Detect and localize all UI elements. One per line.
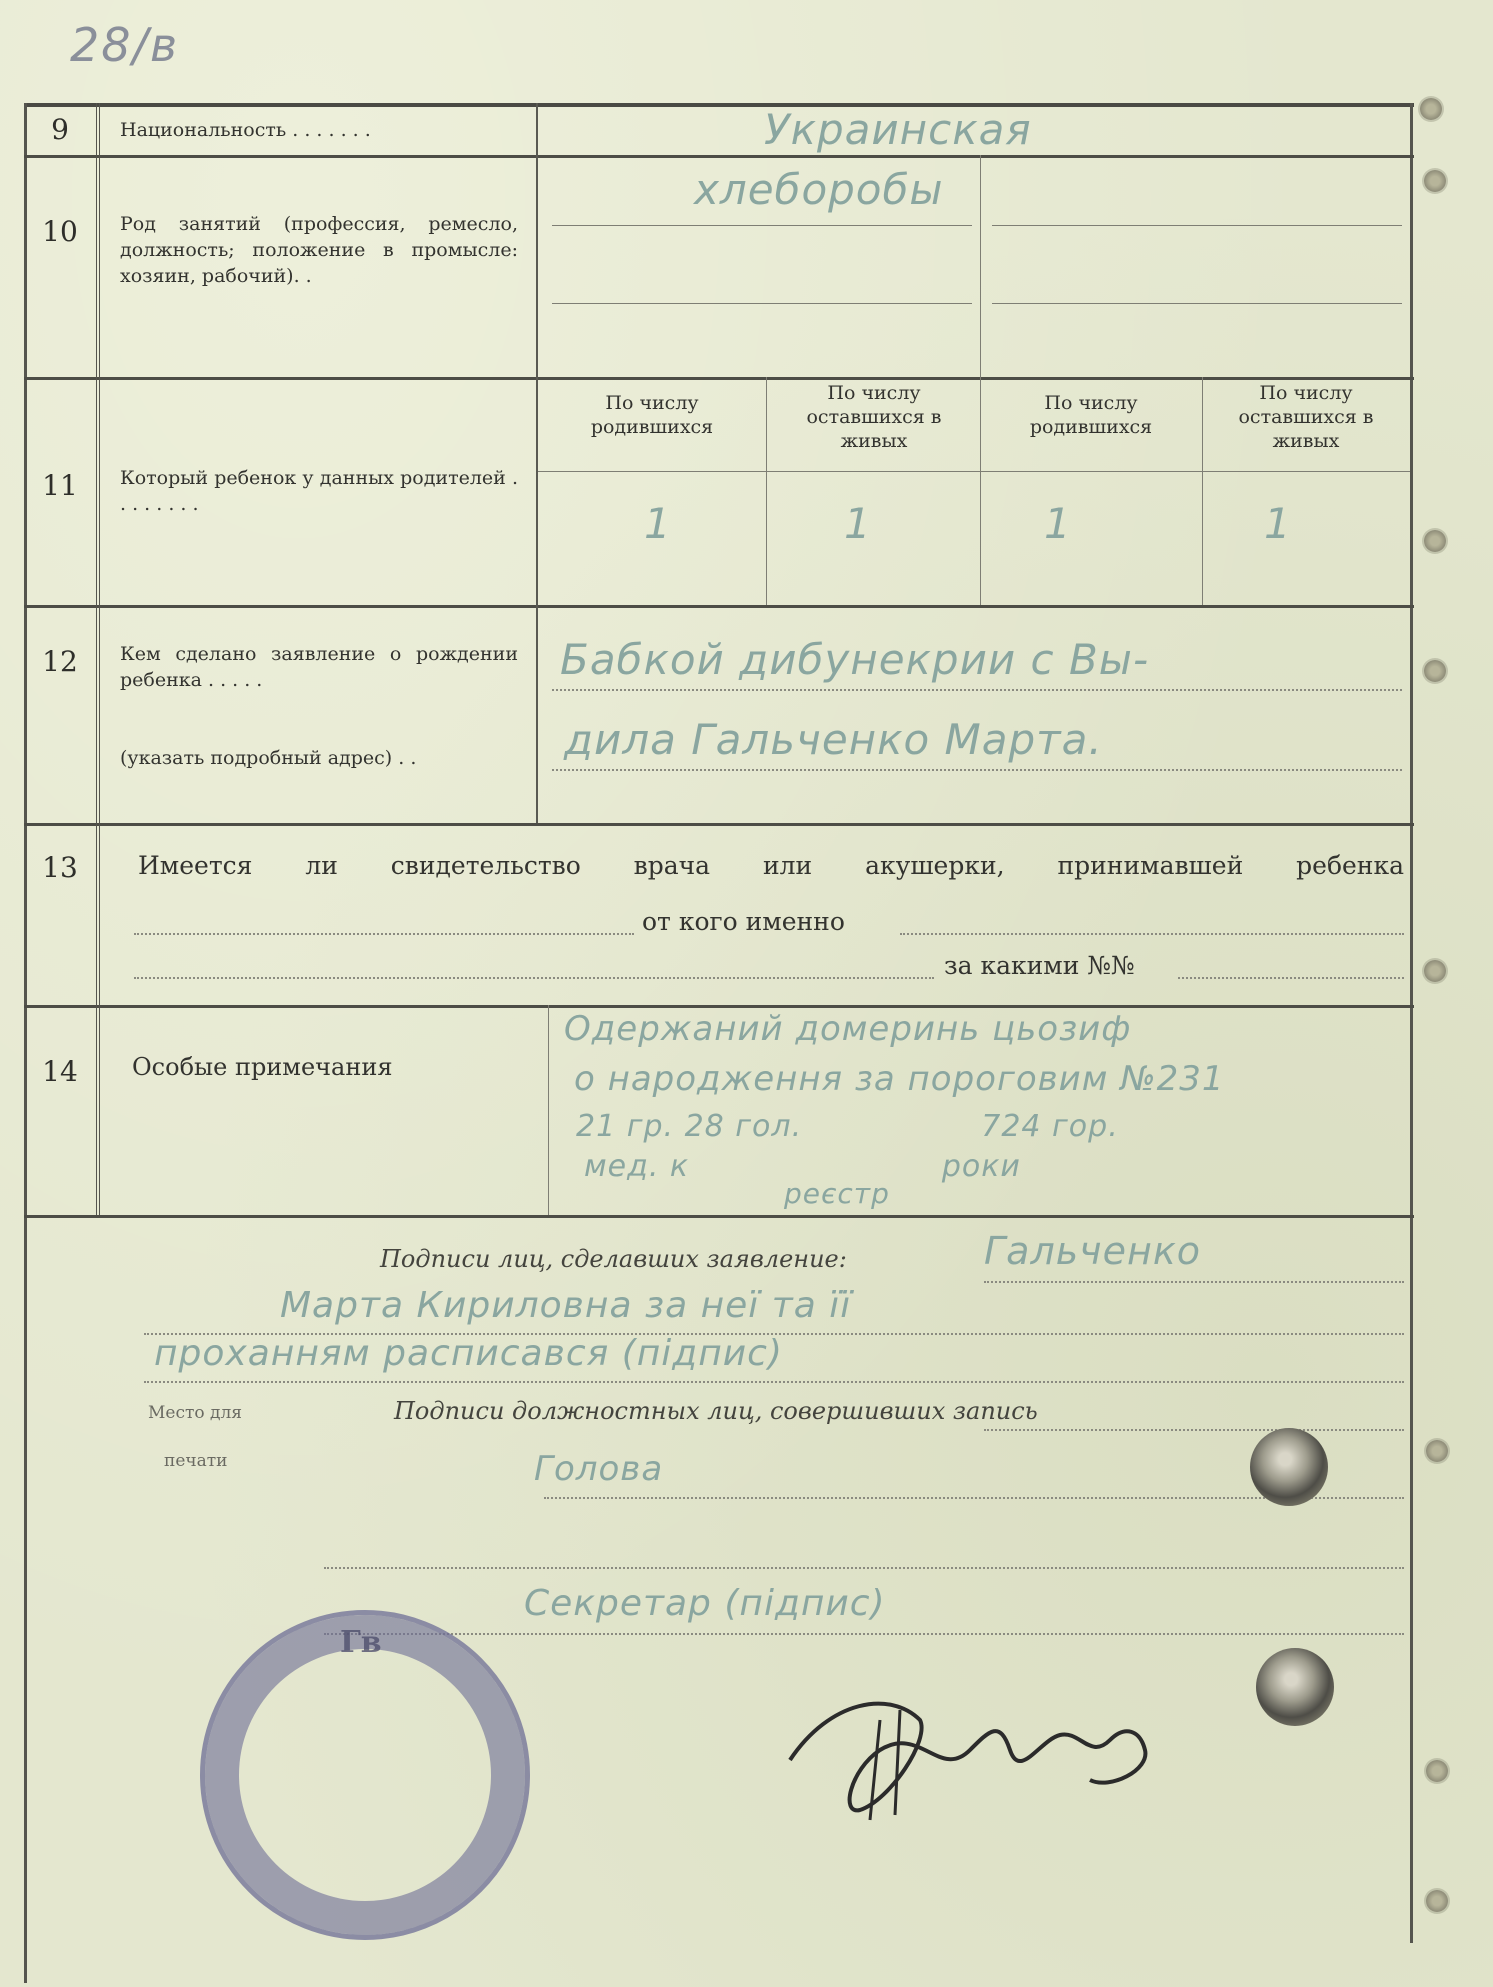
remarks-line-4: мед. к роки [584, 1149, 1021, 1184]
wax-seal [1256, 1648, 1334, 1726]
entry-line [552, 689, 1402, 691]
binding-hole [1426, 1440, 1448, 1462]
row-12-declarant [24, 605, 1414, 826]
row-13-certificate [24, 823, 1414, 1008]
binding-hole [1424, 170, 1446, 192]
value-born-2: 1 [1044, 499, 1072, 548]
row-number-cell [24, 823, 100, 1005]
certificate-question: Имеется ли свидетельство врача или акушерки, принимавшей ребенка [138, 851, 1404, 880]
officials-signature-label: Подписи должностных лиц, совершивших запись [394, 1397, 1038, 1425]
occupation-value: хлеборобы [694, 165, 944, 214]
col-header-born-2: По числу родившихся [1029, 392, 1153, 438]
row-label-cell [100, 103, 538, 155]
binding-hole [1424, 530, 1446, 552]
binding-hole [1426, 1890, 1448, 1912]
entry-line [552, 303, 972, 304]
official-signature-2: Секретар (підпис) [524, 1583, 886, 1624]
remarks-line-5: реєстр [784, 1177, 890, 1210]
child-order-label: Который ребенок у данных родителей . . . . . . . . [120, 467, 518, 515]
declarant-signature-3: проханням расписався (підпис) [154, 1333, 783, 1374]
from-whom-label: от кого именно [642, 907, 845, 936]
declarant-label: Кем сделано заявление о рождении ребенка . . . . . [120, 643, 518, 691]
column-divider [548, 1005, 549, 1215]
row-number-cell [24, 377, 100, 605]
row-number: 12 [42, 645, 78, 678]
header-rule [538, 471, 1410, 472]
value-alive-1: 1 [844, 499, 872, 548]
nationality-value: Украинская [764, 105, 1032, 154]
signature-line [324, 1633, 1404, 1635]
stamp-text: Гв [340, 1625, 382, 1660]
row-number-cell [24, 103, 100, 155]
entry-line [992, 303, 1402, 304]
wax-seal [1250, 1428, 1328, 1506]
signature-line [984, 1281, 1404, 1283]
row-number: 11 [42, 469, 78, 502]
row-11-child-order [24, 377, 1414, 608]
row-10-occupation [24, 155, 1414, 380]
remarks-line-2: о народження за пороговим №231 [574, 1059, 1225, 1099]
entry-line [900, 933, 1404, 935]
by-numbers-label: за какими №№ [944, 951, 1135, 980]
row-label-cell [100, 377, 538, 605]
col-header-alive-2: По числу оставшихся в живых [1238, 382, 1374, 452]
binding-hole [1420, 98, 1442, 120]
address-label: (указать подробный адрес) . . [120, 747, 417, 769]
entry-line [552, 225, 972, 226]
remarks-label: Особые примечания [132, 1053, 393, 1081]
column-divider [980, 377, 981, 605]
row-14-remarks [24, 1005, 1414, 1218]
remarks-line-3: 21 гр. 28 гол. 724 гор. [576, 1109, 1119, 1144]
column-divider [980, 155, 981, 377]
entry-line [552, 769, 1402, 771]
column-divider [766, 377, 767, 605]
col-header-born-1: По числу родившихся [590, 392, 714, 438]
row-number: 14 [42, 1055, 78, 1088]
binding-hole [1426, 1760, 1448, 1782]
signature-line [324, 1567, 1404, 1569]
col-header-alive-1: По числу оставшихся в живых [806, 382, 942, 452]
seal-place-label-1: Место для [148, 1403, 243, 1423]
entry-line [134, 977, 934, 979]
column-divider [1202, 377, 1203, 605]
row-number: 13 [42, 851, 78, 884]
row-label-cell [100, 605, 538, 823]
binding-hole [1424, 660, 1446, 682]
signature-line [984, 1429, 1404, 1431]
row-label-cell [100, 155, 538, 377]
value-born-1: 1 [644, 499, 672, 548]
signature-line [144, 1381, 1404, 1383]
row-number-cell [24, 605, 100, 823]
seal-place-label-2: печати [164, 1451, 228, 1471]
declarants-signature-label: Подписи лиц, сделавших заявление: [380, 1245, 847, 1273]
archive-number: 28/в [70, 18, 180, 72]
declarant-value-line-2: дила Гальченко Марта. [564, 715, 1103, 764]
value-alive-2: 1 [1264, 499, 1292, 548]
remarks-line-1: Одержаний домеринь цьозиф [564, 1009, 1132, 1049]
declarant-signature-2: Марта Кириловна за неї та її [280, 1285, 852, 1326]
row-9-nationality [24, 103, 1414, 158]
official-signature-1: Голова [534, 1449, 664, 1489]
nationality-label: Национальность . . . . . . . [120, 119, 371, 141]
entry-line [134, 933, 634, 935]
row-number: 10 [42, 215, 78, 248]
declarant-value-line-1: Бабкой дибунекрии с Вы- [560, 635, 1150, 684]
official-ink-signature [770, 1680, 1170, 1830]
declarant-signature-1: Гальченко [984, 1229, 1202, 1273]
row-number: 9 [51, 113, 69, 146]
row-number-cell [24, 155, 100, 377]
occupation-label: Род занятий (профессия, ремесло, должность; положение в промысле: хозяин, рабочий). . [120, 213, 518, 287]
entry-line [992, 225, 1402, 226]
row-number-cell [24, 1005, 100, 1215]
entry-line [1178, 977, 1404, 979]
binding-hole [1424, 960, 1446, 982]
